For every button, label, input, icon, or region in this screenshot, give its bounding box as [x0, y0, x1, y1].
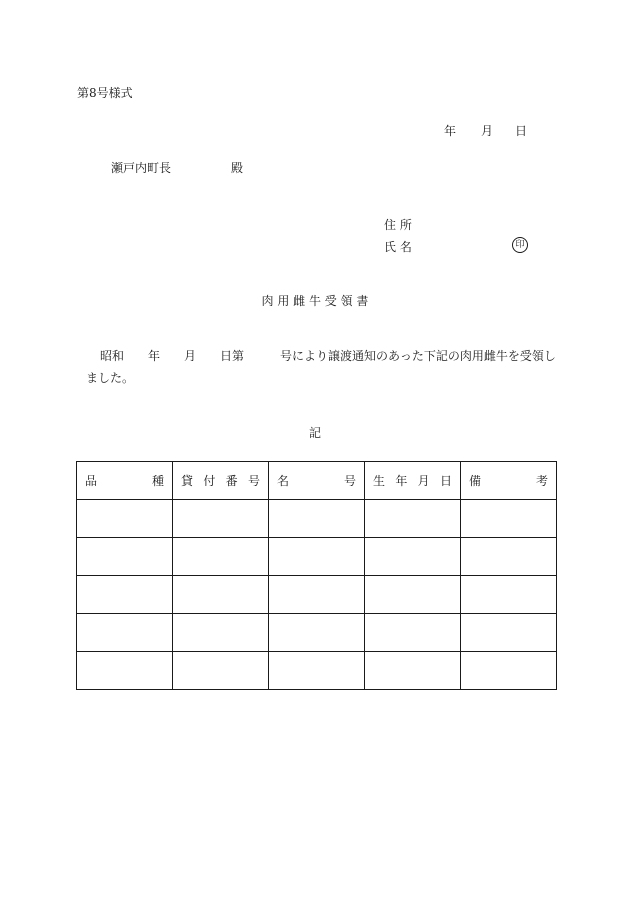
table-row [77, 576, 557, 614]
table-cell [461, 652, 557, 690]
table-cell [77, 576, 173, 614]
ki-heading: 記 [308, 426, 321, 440]
column-header-char: 備 [469, 474, 482, 488]
address-label: 住 所 [384, 218, 412, 232]
table-row [77, 614, 557, 652]
column-header-char: 年 [395, 474, 408, 488]
column-header [365, 462, 461, 500]
table-cell [365, 500, 461, 538]
name-label: 氏 名 [384, 240, 412, 254]
table-cell [269, 538, 365, 576]
column-header-text [181, 472, 260, 489]
table-cell [173, 500, 269, 538]
column-header-char: 月 [417, 474, 430, 488]
column-header-text [469, 472, 548, 489]
column-header-text [85, 472, 164, 489]
table-cell [173, 538, 269, 576]
column-header-char: 生 [373, 474, 386, 488]
column-header-text [277, 472, 356, 489]
body-text-line-1: 昭和 年 月 日第 号により譲渡通知のあった下記の肉用雌牛を受領し [100, 349, 556, 363]
table-cell [269, 652, 365, 690]
table-cell [461, 576, 557, 614]
column-header [173, 462, 269, 500]
column-header-text [373, 472, 452, 489]
column-header [77, 462, 173, 500]
column-header-char: 日 [439, 474, 452, 488]
seal-mark: 印 [512, 237, 528, 253]
table-cell [461, 614, 557, 652]
column-header [461, 462, 557, 500]
table-cell [269, 500, 365, 538]
date-year-label: 年 [444, 124, 457, 138]
table-cell [461, 500, 557, 538]
column-header-char: 番 [225, 474, 238, 488]
column-header-char: 種 [151, 474, 164, 488]
column-header-char: 号 [343, 474, 356, 488]
table-cell [365, 614, 461, 652]
date-day-label: 日 [515, 124, 528, 138]
table-row [77, 500, 557, 538]
table-cell [269, 576, 365, 614]
table-row [77, 538, 557, 576]
document-title: 肉 用 雌 牛 受 領 書 [261, 294, 369, 308]
cattle-table [76, 461, 557, 690]
honorific: 殿 [231, 161, 244, 175]
column-header-char: 貸 [181, 474, 194, 488]
form-number: 第8号様式 [77, 86, 133, 100]
table-cell [365, 576, 461, 614]
table-cell [461, 538, 557, 576]
addressee: 瀬戸内町長 [111, 161, 172, 175]
table-cell [77, 652, 173, 690]
column-header-char: 名 [277, 474, 290, 488]
table-cell [77, 614, 173, 652]
table-cell [77, 500, 173, 538]
table-row [77, 652, 557, 690]
table-cell [365, 538, 461, 576]
column-header [269, 462, 365, 500]
table-cell [365, 652, 461, 690]
table-cell [173, 576, 269, 614]
table-cell [173, 652, 269, 690]
column-header-char: 付 [203, 474, 216, 488]
table-body [77, 500, 557, 690]
column-header-char: 考 [535, 474, 548, 488]
column-header-char: 品 [85, 474, 98, 488]
table-cell [269, 614, 365, 652]
body-text-line-2: ました。 [86, 371, 135, 385]
date-month-label: 月 [481, 124, 494, 138]
table-cell [77, 538, 173, 576]
column-header-char: 号 [247, 474, 260, 488]
table-header-row [77, 462, 557, 500]
table-cell [173, 614, 269, 652]
